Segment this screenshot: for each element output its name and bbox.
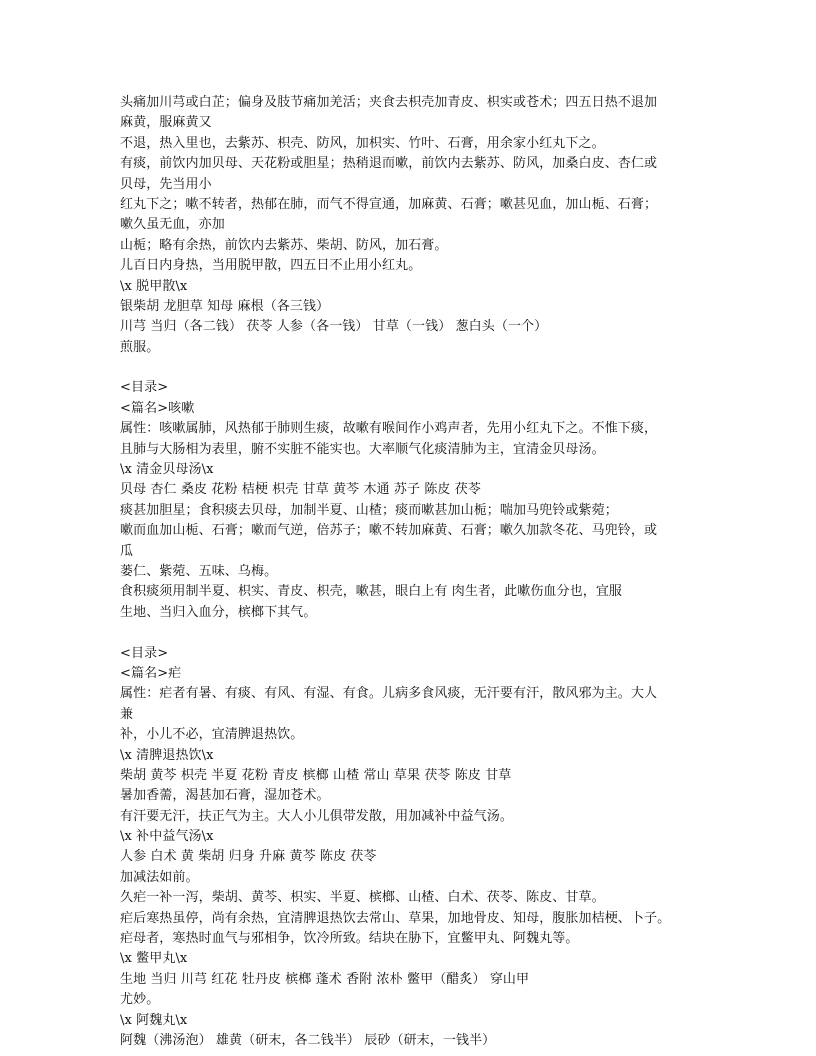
text-line: 银柴胡 龙胆草 知母 麻根（各三钱）: [120, 298, 330, 314]
text-line: 尤妙。: [120, 992, 160, 1008]
text-line: 嗽而血加山栀、石膏；嗽而气逆，倍苏子；嗽不转加麻黄、石膏；嗽久加款冬花、马兜铃，或: [120, 523, 658, 539]
blank-line: [120, 623, 710, 643]
document-page: [120, 93, 710, 1051]
text-line: 蒌仁、紫菀、五味、乌梅。: [120, 563, 278, 579]
text-line: 红丸下之；嗽不转者，热郁在肺，而气不得宣通，加麻黄、石膏；嗽甚见血，加山栀、石膏；: [120, 196, 658, 212]
text-line: 不退，热入里也，去紫苏、枳壳、防风，加枳实、竹叶、石膏，用余家小红丸下之。: [120, 135, 605, 151]
text-line: \x 阿魏丸\x: [120, 1012, 188, 1028]
text-line: 头痛加川芎或白芷；偏身及肢节痛加羌活；夹食去枳壳加青皮、枳实或苍术；四五日热不退加: [120, 95, 658, 110]
text-line: 且肺与大肠相为表里，腑不实脏不能实也。大率顺气化痰清肺为主，宜清金贝母汤。: [120, 441, 605, 457]
text-line: 瓜: [120, 543, 134, 559]
blank-line: [120, 358, 710, 378]
text-line: 属性：疟者有暑、有痰、有风、有湿、有食。儿病多食风痰，无汗要有汗，散风邪为主。大人: [120, 686, 658, 702]
text-line: <篇名>疟: [120, 665, 182, 681]
text-line: <目录>: [120, 380, 169, 396]
text-line: 有痰，前饮内加贝母、天花粉或胆星；热稍退而嗽，前饮内去紫苏、防风，加桑白皮、杏仁或: [120, 156, 658, 172]
text-line: \x 清金贝母汤\x: [120, 462, 214, 478]
text-line: <篇名>咳嗽: [120, 400, 195, 416]
text-line: 生地、当归入血分，槟榔下其气。: [120, 604, 317, 620]
text-line: 久疟一补一泻，柴胡、黄芩、枳实、半夏、槟榔、山楂、白术、茯苓、陈皮、甘草。: [120, 890, 605, 906]
text-line: 麻黄，服麻黄又: [120, 115, 212, 131]
text-line: 川芎 当归（各二钱） 茯苓 人参（各一钱） 甘草（一钱） 葱白头（一个）: [120, 319, 548, 335]
text-line: 有汗要无汗，扶正气为主。大人小儿俱带发散，用加减补中益气汤。: [120, 808, 514, 824]
text-line: \x 清脾退热饮\x: [120, 747, 214, 763]
text-line: 贝母 杏仁 桑皮 花粉 桔梗 枳壳 甘草 黄芩 木通 苏子 陈皮 茯苓: [120, 482, 481, 498]
text-line: 生地 当归 川芎 红花 牡丹皮 槟榔 蓬术 香附 浓朴 鳖甲（醋炙） 穿山甲: [120, 971, 530, 987]
text-line: 儿百日内身热，当用脱甲散，四五日不止用小红丸。: [120, 258, 422, 274]
text-line: 贝母，先当用小: [120, 176, 212, 192]
text-line: 阿魏（沸汤泡） 雄黄（研末，各二钱半） 辰砂（研末，一钱半）: [120, 1032, 496, 1048]
text-line: 痰甚加胆星；食积痰去贝母，加制半夏、山楂；痰而嗽甚加山栀；喘加马兜铃或紫菀；: [120, 502, 618, 518]
text-line: <目录>: [120, 645, 169, 661]
text-line: \x 脱甲散\x: [120, 278, 188, 294]
text-line: 煎服。: [120, 339, 160, 355]
text-line: 兼: [120, 706, 134, 722]
text-line: 补，小儿不必，宜清脾退热饮。: [120, 727, 304, 743]
text-line: 暑加香薷，渴甚加石膏，湿加苍术。: [120, 788, 330, 804]
text-line: 嗽久虽无血，亦加: [120, 217, 225, 233]
text-line: 加减法如前。: [120, 869, 199, 885]
text-line: 疟后寒热虽停，尚有余热，宜清脾退热饮去常山、草果，加地骨皮、知母，腹胀加桔梗、卜子。: [120, 910, 671, 926]
text-line: \x 鳖甲丸\x: [120, 951, 188, 967]
text-line: 柴胡 黄芩 枳壳 半夏 花粉 青皮 槟榔 山楂 常山 草果 茯苓 陈皮 甘草: [120, 767, 512, 783]
text-line: 山栀；略有余热，前饮内去紫苏、柴胡、防风，加石膏。: [120, 237, 448, 253]
text-line: 食积痰须用制半夏、枳实、青皮、枳壳，嗽甚，眼白上有 肉生者，此嗽伤血分也，宜服: [120, 584, 623, 600]
text-line: 属性：咳嗽属肺，风热郁于肺则生痰，故嗽有喉间作小鸡声者，先用小红丸下之。不惟下痰，: [120, 421, 658, 437]
text-line: 人参 白术 黄 柴胡 归身 升麻 黄芩 陈皮 茯苓: [120, 849, 377, 865]
text-line: 疟母者，寒热时血气与邪相争，饮冷所致。结块在胁下，宜鳖甲丸、阿魏丸等。: [120, 931, 579, 947]
text-line: \x 补中益气汤\x: [120, 829, 214, 845]
